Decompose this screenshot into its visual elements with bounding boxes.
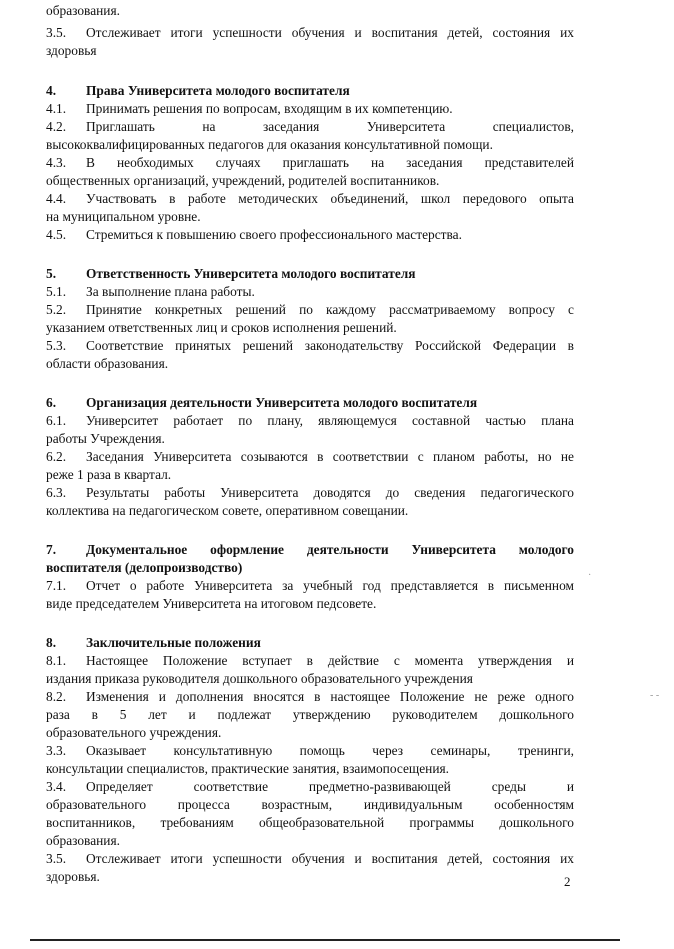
- clause-number: 3.5.: [46, 25, 67, 40]
- text-line: [46, 448, 574, 465]
- section-heading: [46, 394, 574, 411]
- clause-text: За выполнение плана работы.: [86, 284, 255, 299]
- text-line: [46, 778, 574, 795]
- clause-text: работы Учреждения.: [46, 431, 165, 446]
- clause-number: 4.1.: [46, 101, 67, 116]
- clause-number: 4.4.: [46, 191, 67, 206]
- clause-number: 3.5.: [46, 851, 67, 866]
- clause-number: 8.: [46, 635, 57, 650]
- clause-text: Организация деятельности Университета молодого воспитателя: [86, 395, 478, 410]
- clause-number: 8.2.: [46, 689, 67, 704]
- clause-text: образовательного учреждения.: [46, 725, 222, 740]
- clause-text: Соответствие принятых решений законодательству Российской Федерации в: [86, 338, 574, 353]
- clause-text: здоровья.: [46, 869, 100, 884]
- page-number: 2: [564, 874, 571, 889]
- text-line: [46, 742, 574, 759]
- text-line: [46, 724, 574, 741]
- text-line: [46, 208, 574, 225]
- clause-text: высококвалифицированных педагогов для оказания консультативной помощи.: [46, 137, 493, 152]
- clause-text: консультации специалистов, практические занятия, взаимопосещения.: [46, 761, 449, 776]
- text-line: [46, 850, 574, 867]
- text-line: [46, 301, 574, 318]
- clause-number: 6.: [46, 395, 57, 410]
- clause-text: Приглашать на заседания Университета специалистов,: [86, 119, 574, 134]
- clause-text: на муниципальном уровне.: [46, 209, 201, 224]
- clause-text: Результаты работы Университета доводятся до сведения педагогического: [86, 485, 574, 500]
- clause-text: здоровья: [46, 43, 97, 58]
- clause-number: 5.2.: [46, 302, 67, 317]
- text-line: [46, 652, 574, 669]
- text-line: [46, 577, 574, 594]
- scan-speck: - -: [650, 690, 660, 701]
- text-line: [46, 100, 574, 117]
- text-line: [46, 154, 574, 171]
- clause-text: воспитателя (делопроизводство): [46, 560, 243, 575]
- text-line: [46, 706, 574, 723]
- text-line: [46, 2, 574, 19]
- text-line: [46, 670, 574, 687]
- text-line: [46, 796, 574, 813]
- clause-number: 6.2.: [46, 449, 67, 464]
- clause-text: реже 1 раза в квартал.: [46, 467, 172, 482]
- text-line: [46, 760, 574, 777]
- clause-text: раза в 5 лет и подлежат утверждению руководителем дошкольного: [46, 707, 574, 722]
- clause-text: Отслеживает итоги успешности обучения и воспитания детей, состояния их: [86, 851, 574, 866]
- text-line: [46, 430, 574, 447]
- text-line: [46, 136, 574, 153]
- clause-text: Изменения и дополнения вносятся в настоящее Положение не реже одного: [86, 689, 574, 704]
- clause-text: Настоящее Положение вступает в действие с момента утверждения и: [86, 653, 574, 668]
- text-line: [46, 814, 574, 831]
- clause-number: 5.3.: [46, 338, 67, 353]
- text-line: [46, 283, 574, 300]
- clause-number: 6.1.: [46, 413, 67, 428]
- clause-text: Оказывает консультативную помощь через семинары, тренинги,: [86, 743, 574, 758]
- clause-text: Определяет соответствие предметно-развивающей среды и: [86, 779, 574, 794]
- clause-number: 5.1.: [46, 284, 67, 299]
- clause-number: 7.: [46, 542, 57, 557]
- text-line: [46, 466, 574, 483]
- clause-text: коллектива на педагогическом совете, оперативном совещании.: [46, 503, 409, 518]
- clause-text: Участвовать в работе методических объединений, школ передового опыта: [86, 191, 574, 206]
- clause-number: 4.5.: [46, 227, 67, 242]
- section-heading: [46, 82, 574, 99]
- clause-number: 7.1.: [46, 578, 67, 593]
- section-heading: [46, 634, 574, 651]
- clause-text: Стремиться к повышению своего профессионального мастерства.: [86, 227, 462, 242]
- clause-number: 3.3.: [46, 743, 67, 758]
- clause-text: образовательного процесса возрастным, индивидуальным особенностям: [46, 797, 574, 812]
- clause-text: виде председателем Университета на итоговом педсовете.: [46, 596, 377, 611]
- clause-text: образования.: [46, 3, 120, 18]
- clause-text: Права Университета молодого воспитателя: [86, 83, 350, 98]
- clause-text: Заседания Университета созываются в соответствии с планом работы, но не: [86, 449, 574, 464]
- text-line: [46, 42, 574, 59]
- text-line: [46, 595, 574, 612]
- clause-text: общественных организаций, учреждений, родителей воспитанников.: [46, 173, 440, 188]
- text-line: [46, 190, 574, 207]
- text-line: [46, 24, 574, 41]
- clause-number: 5.: [46, 266, 57, 281]
- text-line: [46, 412, 574, 429]
- scan-speck: ·: [588, 570, 592, 581]
- section-heading: [46, 265, 574, 282]
- clause-text: Университет работает по плану, являющемуся составной частью плана: [86, 413, 574, 428]
- clause-text: Принятие конкретных решений по каждому рассматриваемому вопросу с: [86, 302, 574, 317]
- text-line: [46, 337, 574, 354]
- text-line: [46, 832, 574, 849]
- clause-number: 3.4.: [46, 779, 67, 794]
- section-heading: [46, 559, 574, 576]
- clause-text: области образования.: [46, 356, 169, 371]
- text-line: [46, 355, 574, 372]
- text-line: [46, 319, 574, 336]
- text-line: [46, 484, 574, 501]
- text-line: [46, 118, 574, 135]
- clause-text: издания приказа руководителя дошкольного образовательного учреждения: [46, 671, 473, 686]
- clause-number: 4.: [46, 83, 57, 98]
- clause-text: воспитанников, требованиям общеобразовательной программы дошкольного: [46, 815, 574, 830]
- text-line: [46, 226, 574, 243]
- clause-text: Документальное оформление деятельности Университета молодого: [86, 542, 574, 557]
- text-line: [46, 172, 574, 189]
- clause-number: 8.1.: [46, 653, 67, 668]
- clause-text: Отчет о работе Университета за учебный год представляется в письменном: [86, 578, 574, 593]
- clause-text: Отслеживает итоги успешности обучения и воспитания детей, состояния их: [86, 25, 574, 40]
- text-line: [46, 868, 574, 885]
- section-heading: [46, 541, 574, 558]
- clause-text: Ответственность Университета молодого воспитателя: [86, 266, 416, 281]
- clause-text: Принимать решения по вопросам, входящим в их компетенцию.: [86, 101, 453, 116]
- clause-text: указанием ответственных лиц и сроков исполнения решений.: [46, 320, 397, 335]
- text-line: [46, 502, 574, 519]
- clause-number: 4.2.: [46, 119, 67, 134]
- clause-text: Заключительные положения: [86, 635, 261, 650]
- text-line: [46, 688, 574, 705]
- bottom-rule: [30, 939, 620, 941]
- clause-text: В необходимых случаях приглашать на заседания представителей: [86, 155, 574, 170]
- clause-text: образования.: [46, 833, 120, 848]
- clause-number: 4.3.: [46, 155, 67, 170]
- clause-number: 6.3.: [46, 485, 67, 500]
